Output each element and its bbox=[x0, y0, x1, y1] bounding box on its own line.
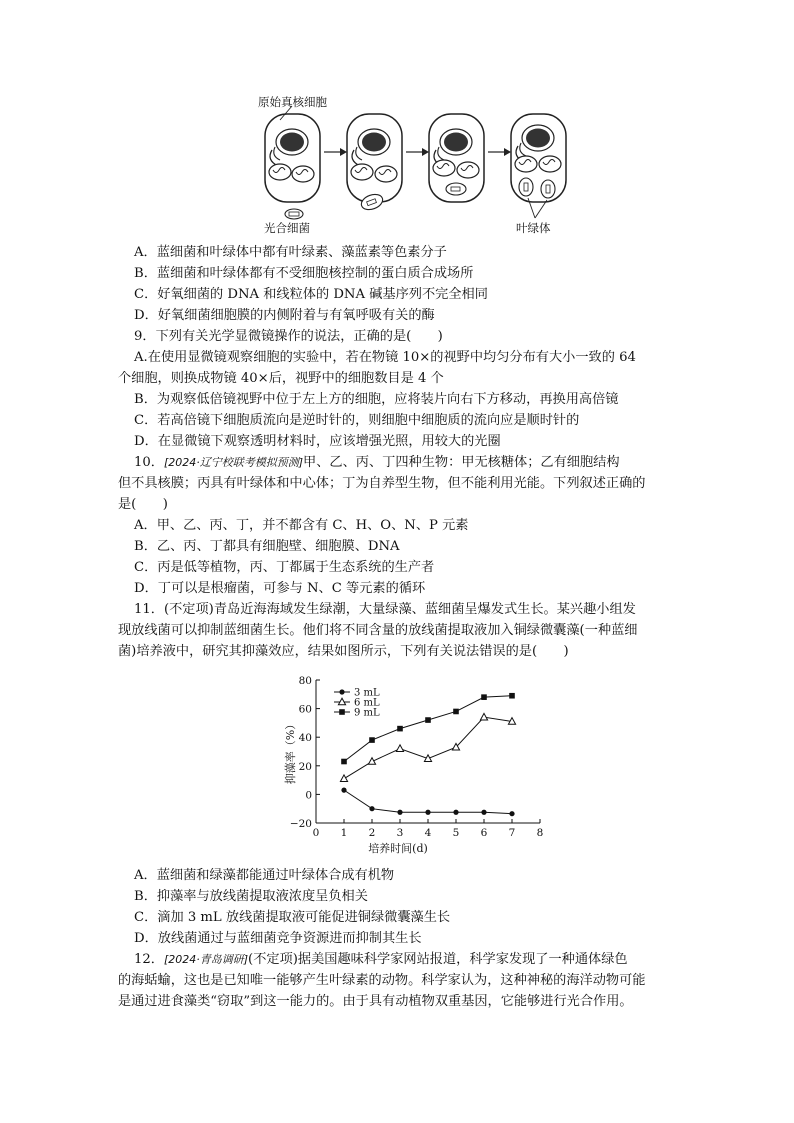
legend-marker-2 bbox=[339, 709, 345, 715]
data-point-1 bbox=[396, 745, 403, 752]
q8-option-b: B．蓝细菌和叶绿体都有不受细胞核控制的蛋白质合成场所 bbox=[134, 266, 474, 281]
q9-option-b: B．为观察低倍镜视野中位于左上方的细胞，应将装片向右下方移动，再换用高倍镜 bbox=[134, 392, 619, 407]
q11-option-b: B．抑藻率与放线菌提取液浓度呈负相关 bbox=[134, 889, 368, 904]
q11-option-c: C．滴加 3 mL 放线菌提取液可能促进铜绿微囊藻生长 bbox=[134, 910, 451, 925]
q8-option-a: A．蓝细菌和叶绿体中都有叶绿素、藻蓝素等色素分子 bbox=[134, 245, 447, 260]
legend-label: 6 mL bbox=[354, 697, 380, 709]
inhibition-rate-chart bbox=[276, 668, 556, 858]
legend-label: 9 mL bbox=[354, 707, 380, 719]
x-tick-label: 0 bbox=[312, 827, 320, 839]
x-tick-label: 3 bbox=[396, 827, 404, 839]
q10-stem-line1 bbox=[134, 453, 620, 473]
cell-4 bbox=[511, 114, 566, 202]
q12-stem-line1 bbox=[134, 950, 628, 970]
q10-source: [2024·辽宁校联考模拟预测] bbox=[163, 456, 304, 469]
q8-option-d: D．好氧细菌细胞膜的内侧附着与有氧呼吸有关的酶 bbox=[134, 308, 435, 323]
q9-option-d: D．在显微镜下观察透明材料时，应该增强光照，用较大的光圈 bbox=[134, 434, 501, 449]
y-tick-label: 0 bbox=[305, 789, 312, 802]
label-chloroplast: 叶绿体 bbox=[516, 221, 551, 235]
y-tick-label: 60 bbox=[298, 703, 312, 716]
data-point-0 bbox=[425, 810, 430, 815]
y-tick-label: 80 bbox=[298, 675, 312, 687]
q12-stem-line3: 是通过进食藻类“窃取”到这一能力的。由于具有动植物双重基因，它能够进行光合作用。 bbox=[118, 994, 633, 1009]
q12-source: [2024·青岛调研] bbox=[163, 953, 249, 966]
cell-2 bbox=[347, 114, 402, 202]
q10-stem-line3: 是( ) bbox=[118, 497, 168, 512]
q10-option-c: C．丙是低等植物，丙、丁都属于生态系统的生产者 bbox=[134, 560, 435, 575]
q9-stem: 9．下列有关光学显微镜操作的说法，正确的是( ) bbox=[134, 329, 443, 344]
x-tick-label: 5 bbox=[452, 827, 460, 839]
y-axis-label: 抑藻率（%） bbox=[284, 718, 297, 785]
q9-option-c: C．若高倍镜下细胞质流向是逆时针的，则细胞中细胞质的流向应是顺时针的 bbox=[134, 413, 580, 428]
y-tick-label: 20 bbox=[298, 760, 312, 773]
q10-option-a: A．甲、乙、丙、丁，并不都含有 C、H、O、N、P 元素 bbox=[134, 518, 469, 533]
y-tick-label: 40 bbox=[298, 732, 312, 745]
data-point-0 bbox=[453, 810, 458, 815]
x-tick-label: 8 bbox=[536, 827, 544, 839]
data-point-2 bbox=[369, 737, 375, 743]
q11-stem-line2: 现放线菌可以抑制蓝细菌生长。他们将不同含量的放线菌提取液加入铜绿微囊藻(一种蓝细 bbox=[118, 623, 638, 638]
data-point-2 bbox=[453, 709, 459, 715]
legend-marker-0 bbox=[339, 689, 344, 694]
q9-option-a-line2: 个细胞，则换成物镜 40×后，视野中的细胞数目是 4 个 bbox=[118, 371, 444, 386]
endosymbiosis-figure bbox=[250, 92, 590, 242]
q10-option-b: B．乙、丙、丁都具有细胞壁、细胞膜、DNA bbox=[134, 539, 400, 554]
q9-option-a-line1: A.在使用显微镜观察细胞的实验中，若在物镜 10×的视野中均匀分布有大小一致的 64 bbox=[134, 350, 636, 365]
q10-stem-text: 甲、乙、丙、丁四种生物：甲无核糖体；乙有细胞结构 bbox=[303, 455, 620, 470]
data-point-1 bbox=[480, 713, 487, 720]
cell-1 bbox=[265, 114, 320, 202]
q10-option-d: D．丁可以是根瘤菌，可参与 N、C 等元素的循环 bbox=[134, 581, 426, 596]
data-point-1 bbox=[368, 758, 375, 765]
q11-stem-line3: 菌)培养液中，研究其抑藻效应，结果如图所示，下列有关说法错误的是( ) bbox=[118, 644, 569, 659]
x-tick-label: 6 bbox=[480, 827, 488, 839]
y-tick-label: −20 bbox=[289, 818, 312, 830]
q12-stem-line2: 的海蛞蝓，这也是已知唯一能够产生叶绿素的动物。科学家认为，这种神秘的海洋动物可能 bbox=[118, 973, 646, 988]
x-tick-label: 7 bbox=[508, 827, 516, 839]
series-line-1 bbox=[344, 717, 512, 778]
data-point-0 bbox=[397, 810, 402, 815]
q12-number: 12． bbox=[134, 952, 164, 967]
data-point-0 bbox=[341, 788, 346, 793]
q11-stem-line1: 11．(不定项)青岛近海海域发生绿潮，大量绿藻、蓝细菌呈爆发式生长。某兴趣小组发 bbox=[134, 602, 636, 617]
data-point-2 bbox=[341, 759, 347, 765]
cell-3 bbox=[429, 114, 484, 202]
q11-option-a: A．蓝细菌和绿藻都能通过叶绿体合成有机物 bbox=[134, 868, 395, 883]
x-tick-label: 2 bbox=[368, 827, 376, 839]
data-point-1 bbox=[340, 775, 347, 782]
data-point-0 bbox=[509, 811, 514, 816]
x-axis-label: 培养时间(d) bbox=[368, 842, 428, 855]
label-primitive-eukaryote: 原始真核细胞 bbox=[258, 95, 327, 109]
data-point-2 bbox=[509, 693, 515, 699]
data-point-2 bbox=[481, 694, 487, 700]
x-tick-label: 4 bbox=[424, 827, 432, 839]
data-point-0 bbox=[369, 806, 374, 811]
legend-label: 3 mL bbox=[354, 687, 380, 699]
q10-stem-line2: 但不具核膜；丙具有叶绿体和中心体；丁为自养型生物，但不能利用光能。下列叙述正确的 bbox=[118, 476, 646, 491]
x-tick-label: 1 bbox=[340, 827, 348, 839]
data-point-2 bbox=[425, 717, 431, 723]
data-point-2 bbox=[397, 726, 403, 732]
q8-option-c: C．好氧细菌的 DNA 和线粒体的 DNA 碱基序列不完全相同 bbox=[134, 287, 488, 302]
q11-option-d: D．放线菌通过与蓝细菌竞争资源进而抑制其生长 bbox=[134, 931, 422, 946]
label-photosynthetic-bacterium: 光合细菌 bbox=[264, 221, 310, 235]
q12-stem-text: (不定项)据美国趣味科学家网站报道，科学家发现了一种通体绿色 bbox=[248, 952, 628, 967]
data-point-0 bbox=[481, 810, 486, 815]
q10-number: 10． bbox=[134, 455, 164, 470]
